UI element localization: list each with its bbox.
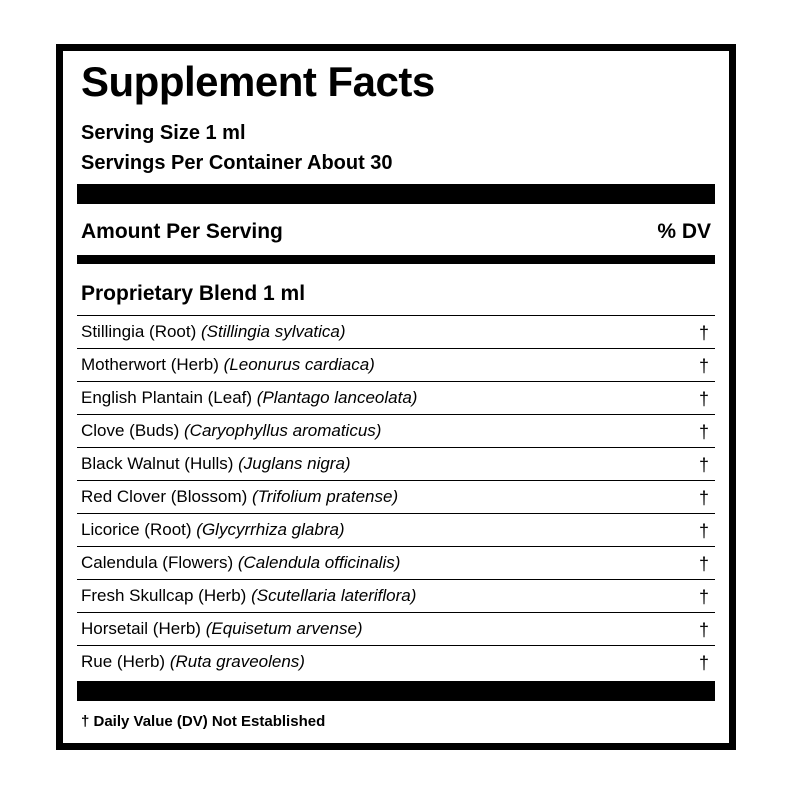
ingredient-row	[77, 579, 715, 612]
ingredient-dv: †	[698, 587, 709, 607]
ingredient-row	[77, 645, 715, 678]
amount-per-serving-label: Amount Per Serving	[81, 220, 283, 243]
ingredient-dv: †	[698, 620, 709, 640]
ingredient-dv: †	[698, 521, 709, 541]
ingredient-latin-name: (Trifolium pratense)	[252, 487, 399, 506]
ingredient-latin-name: (Plantago lanceolata)	[256, 388, 418, 407]
ingredient-list	[77, 315, 715, 678]
amount-header-row	[81, 221, 711, 242]
ingredient-common-name: Calendula (Flowers)	[81, 553, 234, 572]
thick-divider-top	[77, 184, 715, 204]
panel-content	[77, 51, 715, 743]
ingredient-row	[77, 546, 715, 579]
ingredient-latin-name: (Leonurus cardiaca)	[223, 355, 375, 374]
ingredient-common-name: Clove (Buds)	[81, 421, 180, 440]
ingredient-common-name: Licorice (Root)	[81, 520, 192, 539]
ingredient-latin-name: (Calendula officinalis)	[237, 553, 401, 572]
ingredient-common-name: Rue (Herb)	[81, 652, 166, 671]
panel-title: Supplement Facts	[81, 58, 435, 105]
ingredient-dv: †	[698, 554, 709, 574]
ingredient-row	[77, 447, 715, 480]
ingredient-common-name: Stillingia (Root)	[81, 322, 197, 341]
footnote: † Daily Value (DV) Not Established	[81, 713, 326, 730]
ingredient-row	[77, 480, 715, 513]
dv-header: % DV	[657, 220, 711, 243]
ingredient-latin-name: (Juglans nigra)	[238, 454, 351, 473]
ingredient-dv: †	[698, 389, 709, 409]
ingredient-row	[77, 315, 715, 348]
ingredient-latin-name: (Caryophyllus aromaticus)	[184, 421, 382, 440]
servings-per-container: Servings Per Container About 30	[81, 152, 393, 174]
supplement-facts-panel	[56, 44, 736, 750]
ingredient-dv: †	[698, 323, 709, 343]
ingredient-row	[77, 348, 715, 381]
ingredient-latin-name: (Equisetum arvense)	[205, 619, 363, 638]
ingredient-dv: †	[698, 653, 709, 673]
ingredient-common-name: Motherwort (Herb)	[81, 355, 219, 374]
ingredient-row	[77, 414, 715, 447]
ingredient-dv: †	[698, 422, 709, 442]
proprietary-blend-label: Proprietary Blend 1 ml	[81, 282, 306, 305]
medium-divider	[77, 255, 715, 264]
serving-size: Serving Size 1 ml	[81, 122, 246, 144]
ingredient-common-name: Fresh Skullcap (Herb)	[81, 586, 247, 605]
ingredient-latin-name: (Ruta graveolens)	[169, 652, 305, 671]
ingredient-common-name: Black Walnut (Hulls)	[81, 454, 234, 473]
ingredient-latin-name: (Glycyrrhiza glabra)	[196, 520, 345, 539]
ingredient-row	[77, 612, 715, 645]
ingredient-row	[77, 513, 715, 546]
ingredient-latin-name: (Scutellaria lateriflora)	[251, 586, 417, 605]
ingredient-dv: †	[698, 488, 709, 508]
ingredient-dv: †	[698, 455, 709, 475]
ingredient-latin-name: (Stillingia sylvatica)	[201, 322, 346, 341]
ingredient-row	[77, 381, 715, 414]
ingredient-common-name: Horsetail (Herb)	[81, 619, 201, 638]
ingredient-dv: †	[698, 356, 709, 376]
ingredient-common-name: Red Clover (Blossom)	[81, 487, 248, 506]
ingredient-common-name: English Plantain (Leaf)	[81, 388, 253, 407]
thick-divider-bottom	[77, 681, 715, 701]
